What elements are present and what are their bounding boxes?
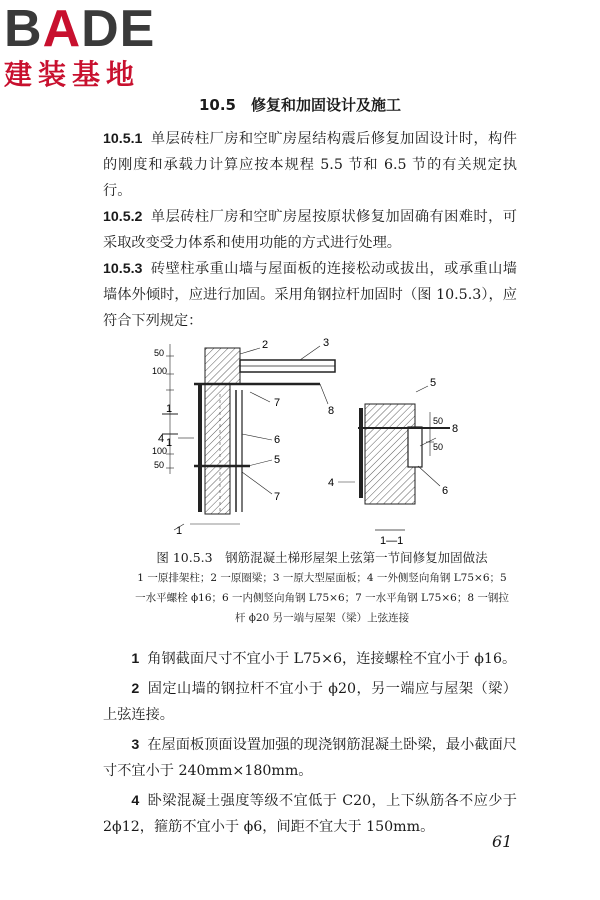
fig-label-5: 5 <box>274 454 281 466</box>
body-text <box>103 126 517 334</box>
fig-label-6b: 6 <box>442 485 449 497</box>
reinforcement-diagram <box>150 334 480 544</box>
fig-label-1: 1 <box>176 525 183 537</box>
figure-legend: 1 一原排架柱；2 一原圈梁；3 一原大型屋面板；4 一外侧竖向角钢 L75×6；5 一水平螺栓 ϕ16；6 一内侧竖向角钢 L75×6；7 一水平角钢 L75×6；8 一钢拉杆 ϕ20 另一端与屋架（梁）上弦连接 <box>135 572 509 624</box>
fig-label-5b: 5 <box>430 377 437 389</box>
fig-label-3: 3 <box>323 337 330 349</box>
fig-label-8: 8 <box>328 405 335 417</box>
list-item: 4 卧梁混凝土强度等级不宜低于 C20，上下纵筋各不应少于 2ϕ12，箍筋不宜小于 ϕ6，间距不宜大于 150mm。 <box>103 793 517 835</box>
fig-dim-100a: 100 <box>152 366 168 376</box>
clause-10-5-3: 10.5.3 砖壁柱承重山墙与屋面板的连接松动或拔出，或承重山墙墙体外倾时，应进行加固。采用角钢拉杆加固时（图 10.5.3），应符合下列规定： <box>103 261 517 329</box>
requirements-list <box>103 646 517 844</box>
fig-label-8b: 8 <box>452 423 459 435</box>
fig-label-2: 2 <box>262 339 269 351</box>
fig-label-6: 6 <box>274 434 281 446</box>
fig-label-7b: 7 <box>274 491 281 503</box>
section-mark-bottom: 1 <box>166 437 173 449</box>
section-title-label: 1—1 <box>380 535 404 544</box>
fig-dim-50d: 50 <box>433 442 444 452</box>
figure-caption: 图 10.5.3 钢筋混凝土梯形屋架上弦第一节间修复加固做法 <box>156 550 488 565</box>
fig-label-4b: 4 <box>328 477 335 489</box>
fig-dim-50a: 50 <box>154 348 165 358</box>
fig-label-4: 4 <box>158 433 165 445</box>
fig-dim-100b: 100 <box>152 446 168 456</box>
clause-10-5-2: 10.5.2 单层砖柱厂房和空旷房屋按原状修复加固确有困难时，可采取改变受力体系和使用功能的方式进行处理。 <box>103 209 517 251</box>
section-title: 10.5 修复和加固设计及施工 <box>198 96 401 114</box>
logo-subtitle: 建装基地 <box>4 58 141 91</box>
page-number: 61 <box>492 832 513 851</box>
list-item: 3 在屋面板顶面设置加强的现浇钢筋混凝土卧梁，最小截面尺寸不宜小于 240mm×180mm。 <box>103 737 517 779</box>
logo-wordmark: BADE <box>4 0 156 58</box>
fig-dim-50c: 50 <box>433 416 444 426</box>
list-item: 1 角钢截面尺寸不宜小于 L75×6，连接螺栓不宜小于 ϕ16。 <box>131 651 517 667</box>
fig-dim-50b: 50 <box>154 460 165 470</box>
clause-10-5-1: 10.5.1 单层砖柱厂房和空旷房屋结构震后修复加固设计时，构件的刚度和承载力计算应按本规程 5.5 节和 6.5 节的有关规定执行。 <box>103 131 517 199</box>
fig-label-7: 7 <box>274 397 281 409</box>
section-mark-top: 1 <box>166 403 173 415</box>
list-item: 2 固定山墙的钢拉杆不宜小于 ϕ20，另一端应与屋架（梁）上弦连接。 <box>103 681 517 723</box>
brand-logo <box>4 2 155 92</box>
